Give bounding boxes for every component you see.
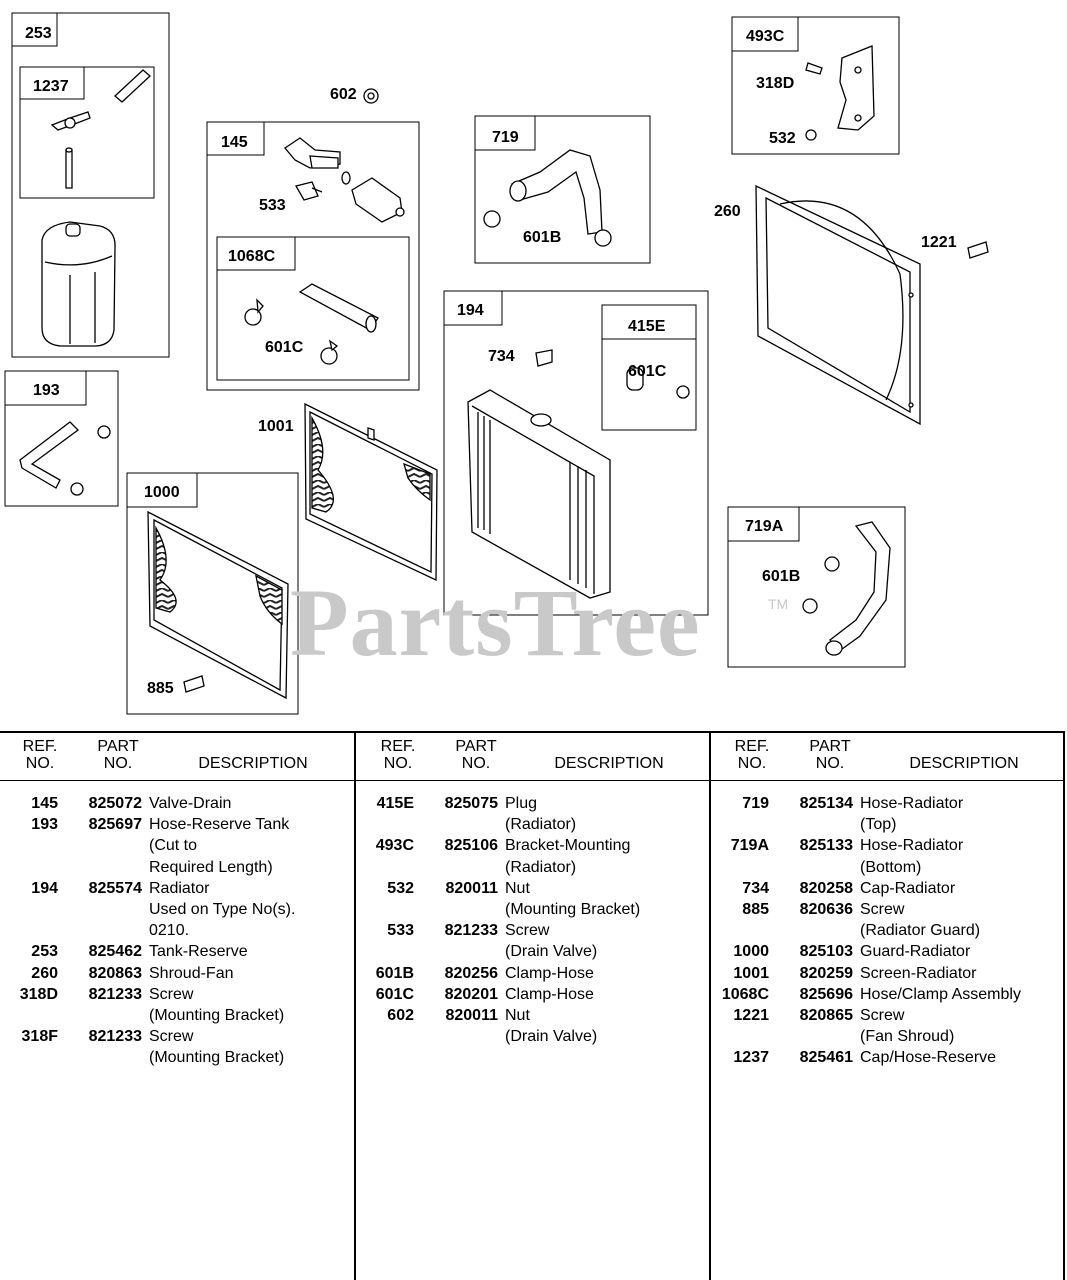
part-no: 820256 bbox=[444, 964, 498, 982]
description: Screw bbox=[149, 985, 194, 1003]
part-no: 820201 bbox=[444, 985, 498, 1003]
description: Screw bbox=[860, 901, 905, 919]
table-row bbox=[0, 984, 354, 1005]
description: Tank-Reserve bbox=[149, 943, 248, 961]
description: Screen-Radiator bbox=[860, 964, 977, 982]
table-row bbox=[711, 941, 1063, 962]
label-415E: 415E bbox=[628, 318, 666, 335]
description: Nut bbox=[505, 1007, 530, 1025]
table-row-continuation bbox=[711, 814, 1063, 835]
table-row-continuation bbox=[0, 920, 354, 941]
label-1001: 1001 bbox=[258, 418, 294, 435]
table-row bbox=[356, 835, 709, 856]
ref-no: 260 bbox=[31, 964, 58, 982]
radiator-drawing bbox=[468, 350, 689, 598]
ref-header-2: NO. bbox=[383, 755, 413, 772]
label-532: 532 bbox=[769, 130, 796, 147]
description: (Drain Valve) bbox=[505, 943, 598, 961]
description: Hose-Radiator bbox=[860, 837, 964, 855]
description: Screw bbox=[860, 1007, 905, 1025]
column-header bbox=[711, 733, 1063, 781]
table-row bbox=[0, 878, 354, 899]
part-header-1: PART bbox=[809, 738, 851, 755]
description: Used on Type No(s). bbox=[149, 901, 296, 919]
ref-no: 318F bbox=[21, 1028, 58, 1046]
description: (Bottom) bbox=[860, 858, 922, 876]
label-145: 145 bbox=[221, 134, 248, 151]
label-602: 602 bbox=[330, 86, 357, 103]
part-no: 820636 bbox=[799, 901, 853, 919]
ref-no: 145 bbox=[31, 795, 58, 812]
ref-header-2: NO. bbox=[737, 755, 767, 772]
label-1221: 1221 bbox=[921, 234, 957, 251]
description: (Mounting Bracket) bbox=[505, 901, 641, 919]
table-row bbox=[356, 878, 709, 899]
ref-no: 601B bbox=[375, 964, 414, 982]
table-row-continuation bbox=[356, 814, 709, 835]
description: (Radiator Guard) bbox=[860, 922, 981, 940]
table-row-continuation bbox=[356, 899, 709, 920]
ref-header-1: REF. bbox=[22, 738, 58, 755]
description: (Fan Shroud) bbox=[860, 1028, 955, 1046]
part-no: 825697 bbox=[88, 816, 142, 834]
description: Hose/Clamp Assembly bbox=[860, 985, 1021, 1003]
label-1068C: 1068C bbox=[228, 248, 276, 265]
description: (Top) bbox=[860, 816, 897, 834]
table-row-continuation bbox=[356, 941, 709, 962]
table-row bbox=[0, 963, 354, 984]
part-no: 820865 bbox=[799, 1007, 853, 1025]
parts-column-3 bbox=[709, 733, 1063, 1280]
description: (Cut to bbox=[149, 837, 198, 855]
label-601C-a: 601C bbox=[265, 339, 304, 356]
description: Screw bbox=[149, 1028, 194, 1046]
column-header bbox=[356, 733, 709, 781]
part-header-2: NO. bbox=[461, 755, 491, 772]
drain-valve-drawing bbox=[285, 138, 404, 222]
label-719A: 719A bbox=[745, 518, 784, 535]
ref-no: 253 bbox=[31, 943, 58, 961]
part-no: 820011 bbox=[445, 879, 498, 897]
description: Hose-Reserve Tank bbox=[149, 816, 290, 834]
part-no: 825134 bbox=[799, 795, 853, 812]
table-row-continuation bbox=[711, 920, 1063, 941]
fan-shroud-drawing bbox=[756, 186, 988, 424]
table-row bbox=[356, 963, 709, 984]
description: Plug bbox=[505, 795, 538, 812]
table-row-continuation bbox=[711, 1026, 1063, 1047]
trademark-mark: TM bbox=[768, 596, 789, 612]
description: Valve-Drain bbox=[149, 795, 232, 812]
ref-no: 734 bbox=[742, 879, 769, 897]
label-1237: 1237 bbox=[33, 78, 69, 95]
ref-no: 601C bbox=[375, 985, 414, 1003]
label-533: 533 bbox=[259, 197, 286, 214]
ref-header-1: REF. bbox=[380, 738, 416, 755]
table-row bbox=[0, 941, 354, 962]
part-header-1: PART bbox=[455, 738, 497, 755]
parts-table bbox=[0, 731, 1065, 1280]
part-no: 825075 bbox=[444, 795, 498, 812]
part-no: 821233 bbox=[444, 922, 498, 940]
label-260: 260 bbox=[714, 203, 741, 220]
part-no: 825462 bbox=[88, 943, 142, 961]
reserve-hose-drawing bbox=[20, 422, 110, 495]
label-193: 193 bbox=[33, 382, 60, 399]
description: Clamp-Hose bbox=[505, 964, 594, 982]
table-row bbox=[711, 1005, 1063, 1026]
table-row bbox=[711, 835, 1063, 856]
table-row bbox=[711, 984, 1063, 1005]
ref-no: 885 bbox=[742, 901, 769, 919]
ref-header-1: REF. bbox=[734, 738, 770, 755]
label-194: 194 bbox=[457, 302, 484, 319]
table-row bbox=[356, 984, 709, 1005]
ref-no: 533 bbox=[387, 922, 414, 940]
ref-no: 719A bbox=[730, 837, 769, 855]
label-318D: 318D bbox=[756, 75, 795, 92]
parts-column-2 bbox=[354, 733, 709, 1280]
ref-header-2: NO. bbox=[25, 755, 55, 772]
table-row-continuation bbox=[0, 1005, 354, 1026]
description: 0210. bbox=[149, 922, 190, 940]
ref-no: 1221 bbox=[733, 1007, 769, 1025]
label-601B-b: 601B bbox=[762, 568, 801, 585]
ref-no: 1237 bbox=[733, 1049, 769, 1067]
description: Hose-Radiator bbox=[860, 795, 964, 812]
label-719: 719 bbox=[492, 129, 519, 146]
table-row bbox=[711, 878, 1063, 899]
part-no: 825133 bbox=[799, 837, 853, 855]
description: (Drain Valve) bbox=[505, 1028, 598, 1046]
radiator-guard-drawing bbox=[148, 512, 288, 698]
label-601C-b: 601C bbox=[628, 363, 667, 380]
table-row-continuation bbox=[356, 857, 709, 878]
parts-column-1 bbox=[0, 733, 354, 1280]
bottom-hose-drawing bbox=[803, 522, 890, 655]
screen-drawing bbox=[305, 404, 437, 580]
table-row-continuation bbox=[0, 857, 354, 878]
part-no: 825574 bbox=[88, 879, 142, 897]
table-row-continuation bbox=[711, 857, 1063, 878]
table-row bbox=[356, 920, 709, 941]
description: Screw bbox=[505, 922, 550, 940]
part-no: 820863 bbox=[88, 964, 142, 982]
table-row bbox=[711, 899, 1063, 920]
ref-no: 719 bbox=[742, 795, 769, 812]
ref-no: 493C bbox=[375, 837, 414, 855]
part-header-2: NO. bbox=[103, 755, 133, 772]
table-row-continuation bbox=[0, 1047, 354, 1068]
description: Nut bbox=[505, 879, 530, 897]
part-header-1: PART bbox=[97, 738, 139, 755]
description-header: DESCRIPTION bbox=[909, 755, 1019, 772]
part-no: 820011 bbox=[445, 1007, 498, 1025]
description-header: DESCRIPTION bbox=[198, 755, 308, 772]
table-row-continuation bbox=[0, 835, 354, 856]
description: (Mounting Bracket) bbox=[149, 1007, 285, 1025]
table-row bbox=[711, 1047, 1063, 1068]
ref-no: 532 bbox=[387, 879, 414, 897]
part-no: 821233 bbox=[88, 985, 142, 1003]
part-header-2: NO. bbox=[815, 755, 845, 772]
parts-rows bbox=[356, 781, 709, 1047]
label-601B-a: 601B bbox=[523, 229, 562, 246]
ref-no: 193 bbox=[31, 816, 58, 834]
watermark: PartsTree bbox=[290, 569, 701, 676]
table-row bbox=[356, 1005, 709, 1026]
label-253: 253 bbox=[25, 25, 52, 42]
table-row bbox=[711, 963, 1063, 984]
ref-no: 1001 bbox=[733, 964, 769, 982]
part-no: 820258 bbox=[799, 879, 853, 897]
ref-no: 1068C bbox=[721, 985, 769, 1003]
table-row-continuation bbox=[0, 899, 354, 920]
table-row bbox=[0, 814, 354, 835]
table-row bbox=[356, 793, 709, 814]
part-no: 820259 bbox=[799, 964, 853, 982]
label-885: 885 bbox=[147, 680, 174, 697]
description-header: DESCRIPTION bbox=[554, 755, 664, 772]
description: Guard-Radiator bbox=[860, 943, 971, 961]
table-row bbox=[0, 1026, 354, 1047]
mounting-bracket-drawing bbox=[806, 46, 874, 140]
ref-no: 194 bbox=[31, 879, 58, 897]
label-1000: 1000 bbox=[144, 484, 180, 501]
part-no: 825696 bbox=[799, 985, 853, 1003]
description: Clamp-Hose bbox=[505, 985, 594, 1003]
reserve-tank-drawing bbox=[42, 222, 115, 346]
description: Cap-Radiator bbox=[860, 879, 956, 897]
ref-no: 1000 bbox=[733, 943, 769, 961]
parts-rows bbox=[0, 781, 354, 1069]
table-row bbox=[0, 793, 354, 814]
part-no: 821233 bbox=[88, 1028, 142, 1046]
description: Shroud-Fan bbox=[149, 964, 234, 982]
parts-rows bbox=[711, 781, 1063, 1069]
description: (Radiator) bbox=[505, 816, 577, 834]
description: Cap/Hose-Reserve bbox=[860, 1049, 997, 1067]
table-row bbox=[711, 793, 1063, 814]
part-no: 825461 bbox=[799, 1049, 853, 1067]
part-no: 825106 bbox=[444, 837, 498, 855]
ref-no: 415E bbox=[376, 795, 414, 812]
description: Required Length) bbox=[149, 858, 273, 876]
description: (Radiator) bbox=[505, 858, 577, 876]
description: Radiator bbox=[149, 879, 210, 897]
ref-no: 318D bbox=[19, 985, 58, 1003]
part-no: 825103 bbox=[799, 943, 853, 961]
nut-602-drawing bbox=[364, 89, 378, 103]
part-no: 825072 bbox=[88, 795, 142, 812]
ref-no: 602 bbox=[387, 1007, 414, 1025]
label-493C: 493C bbox=[746, 28, 785, 45]
table-row-continuation bbox=[356, 1026, 709, 1047]
description: (Mounting Bracket) bbox=[149, 1049, 285, 1067]
label-734: 734 bbox=[488, 348, 515, 365]
description: Bracket-Mounting bbox=[505, 837, 631, 855]
column-header bbox=[0, 733, 354, 781]
